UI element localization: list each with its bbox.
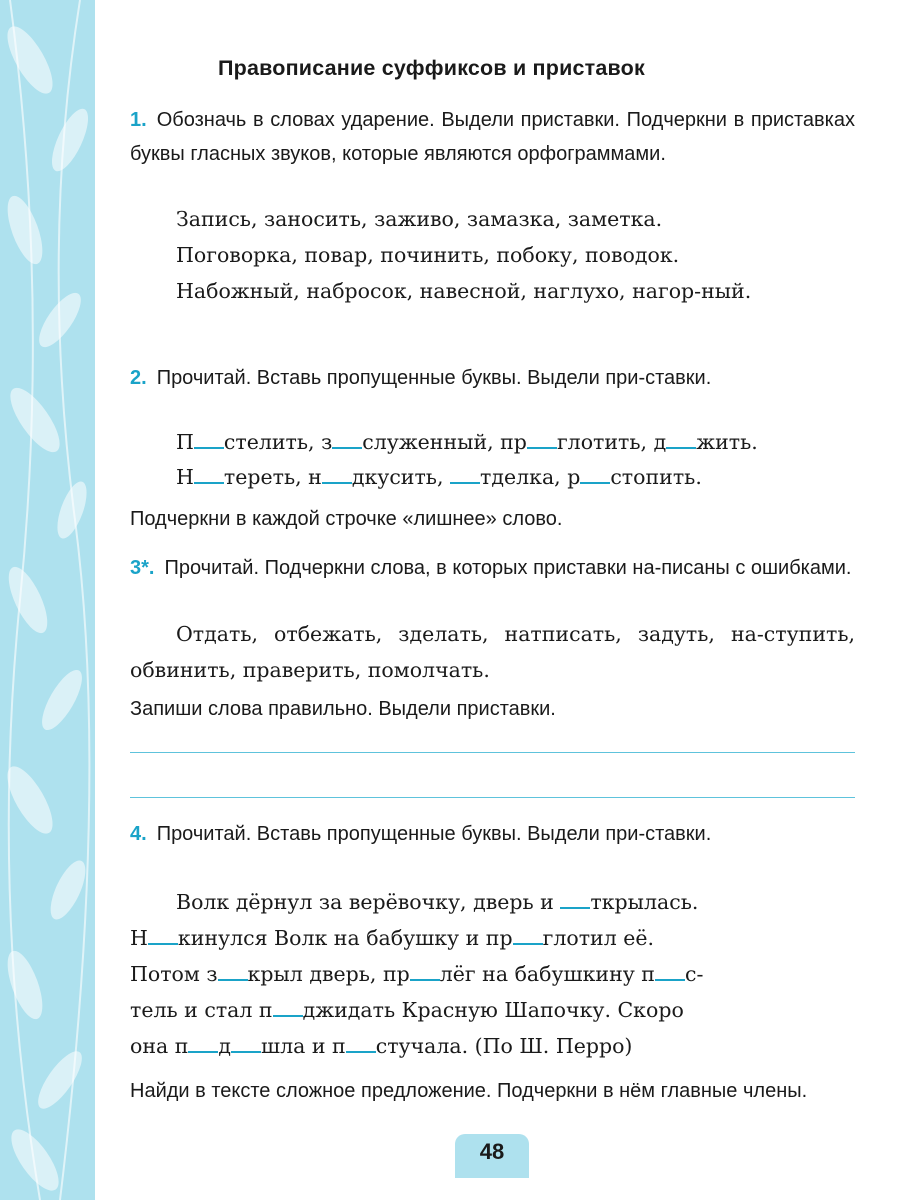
- task-3-number: 3*.: [130, 557, 155, 579]
- task-4-number: 4.: [130, 823, 147, 845]
- task-4-footer: Найди в тексте сложное предложение. Подчеркни в нём главные члены.: [130, 1080, 808, 1102]
- text-fragment: Потом з: [130, 962, 218, 986]
- task-2-instruction: [130, 361, 855, 395]
- task-1-number: 1.: [130, 109, 147, 131]
- task-4-line-5: [130, 1028, 855, 1064]
- task-1-text: Обозначь в словах ударение. Выдели приставки. Подчеркни в приставках буквы гласных звуков, которые являются орфограммами.: [130, 109, 855, 165]
- task-1-line-3: Набожный, набросок, навесной, наглухо, нагор-ный.: [176, 279, 752, 303]
- text-fragment: кинулся Волк на бабушку и пр: [177, 926, 513, 950]
- page-title: Правописание суффиксов и приставок: [218, 56, 645, 80]
- task-2-number: 2.: [130, 367, 147, 389]
- blank-gap[interactable]: [194, 464, 224, 484]
- task-1-line-2: Поговорка, повар, починить, побоку, поводок.: [176, 243, 680, 267]
- text-fragment: ткрылась.: [590, 890, 699, 914]
- answer-line[interactable]: [130, 752, 855, 753]
- task-3-words: Отдать, отбежать, зделать, натписать, задуть, на-ступить, обвинить, праверить, помолчать.: [130, 622, 855, 682]
- task-2-row-2: [130, 459, 855, 495]
- text-fragment: она п: [130, 1034, 189, 1058]
- text-fragment: стелить, з: [223, 430, 333, 454]
- task-3-instruction: [130, 551, 855, 585]
- text-fragment: тделка, р: [480, 465, 581, 489]
- task-2-row-1: [130, 424, 855, 460]
- task-4-line-4: [130, 992, 855, 1028]
- task-3-text: Прочитай. Подчеркни слова, в которых приставки на-писаны с ошибками.: [164, 557, 852, 579]
- text-fragment: д: [218, 1034, 232, 1058]
- text-fragment: дкусить,: [351, 465, 451, 489]
- text-fragment: джидать Красную Шапочку. Скоро: [302, 998, 684, 1022]
- blank-gap[interactable]: [513, 925, 543, 945]
- blank-gap[interactable]: [346, 1033, 376, 1053]
- blank-gap[interactable]: [560, 889, 590, 909]
- blank-gap[interactable]: [148, 925, 178, 945]
- text-fragment: стучала. (По Ш. Перро): [375, 1034, 633, 1058]
- blank-gap[interactable]: [188, 1033, 218, 1053]
- blank-gap[interactable]: [194, 429, 224, 449]
- blank-gap[interactable]: [273, 997, 303, 1017]
- task-2-text: Прочитай. Вставь пропущенные буквы. Выдели при-ставки.: [156, 367, 712, 389]
- page-number: 48: [455, 1134, 529, 1178]
- text-fragment: Н: [130, 926, 148, 950]
- blank-gap[interactable]: [666, 429, 696, 449]
- answer-line[interactable]: [130, 797, 855, 798]
- task-4-line-2: [130, 920, 855, 956]
- text-fragment: тереть, н: [223, 465, 322, 489]
- blank-gap[interactable]: [332, 429, 362, 449]
- blank-gap[interactable]: [580, 464, 610, 484]
- blank-gap[interactable]: [231, 1033, 261, 1053]
- text-fragment: глотить, д: [556, 430, 667, 454]
- task-4-line-1: [130, 884, 855, 920]
- text-fragment: лёг на бабушкину п: [439, 962, 655, 986]
- task-4-line-3: [130, 956, 855, 992]
- text-fragment: стопить.: [610, 465, 702, 489]
- text-fragment: жить.: [696, 430, 758, 454]
- text-fragment: с-: [684, 962, 704, 986]
- blank-gap[interactable]: [450, 464, 480, 484]
- blank-gap[interactable]: [218, 961, 248, 981]
- text-fragment: тель и стал п: [130, 998, 273, 1022]
- text-fragment: шла и п: [261, 1034, 346, 1058]
- task-1-line-1: Запись, заносить, заживо, замазка, заметка.: [176, 207, 663, 231]
- task-2-footer: Подчеркни в каждой строчке «лишнее» слово.: [130, 508, 563, 530]
- text-fragment: служенный, пр: [362, 430, 527, 454]
- blank-gap[interactable]: [322, 464, 352, 484]
- blank-gap[interactable]: [410, 961, 440, 981]
- task-3-footer: Запиши слова правильно. Выдели приставки.: [130, 698, 556, 720]
- task-4-text: Прочитай. Вставь пропущенные буквы. Выдели при-ставки.: [156, 823, 712, 845]
- task-1-instruction: [130, 103, 855, 171]
- text-fragment: П: [176, 430, 194, 454]
- task-4-instruction: [130, 817, 855, 851]
- blank-gap[interactable]: [655, 961, 685, 981]
- text-fragment: Волк дёрнул за верёвочку, дверь и: [176, 890, 554, 914]
- text-fragment: крыл дверь, пр: [247, 962, 410, 986]
- blank-gap[interactable]: [527, 429, 557, 449]
- text-fragment: глотил её.: [542, 926, 655, 950]
- text-fragment: Н: [176, 465, 194, 489]
